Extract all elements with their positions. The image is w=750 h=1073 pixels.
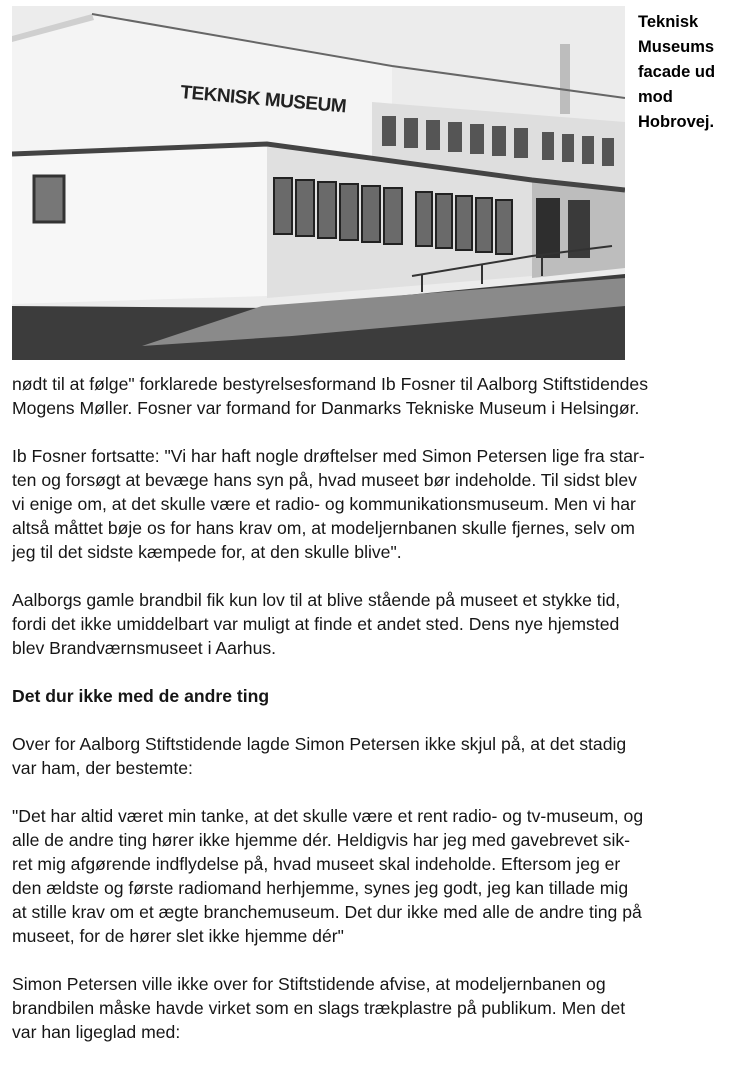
caption-line: mod bbox=[638, 88, 673, 106]
text-line: alle de andre ting hører ikke hjemme dér. Heldigvis har jeg med gavebrevet sik- bbox=[12, 830, 631, 850]
text-line: Ib Fosner fortsatte: "Vi har haft nogle drøftelser med Simon Petersen lige fra star- bbox=[12, 446, 645, 466]
facade-sign: TEKNISK MUSEUM bbox=[179, 82, 347, 118]
text-line: den ældste og første radiomand herhjemme, synes jeg godt, jeg kan tillade mig bbox=[12, 878, 629, 898]
text-line: Mogens Møller. Fosner var formand for Danmarks Tekniske Museum i Helsingør. bbox=[12, 398, 640, 418]
text-line: Aalborgs gamle brandbil fik kun lov til at blive stående på museet et stykke tid, bbox=[12, 590, 621, 610]
text-line: ret mig afgørende indflydelse på, hvad museet skal indeholde. Eftersom jeg er bbox=[12, 854, 621, 874]
paragraph bbox=[12, 972, 746, 1044]
caption-line: facade ud bbox=[638, 63, 716, 81]
caption-line: Hobrovej. bbox=[638, 113, 715, 131]
caption-line: Teknisk bbox=[638, 13, 699, 31]
text-line: nødt til at følge" forklarede bestyrelsesformand Ib Fosner til Aalborg Stiftstidendes bbox=[12, 374, 649, 394]
photo-caption bbox=[638, 10, 746, 135]
text-line: at stille krav om et ægte branchemuseum. Det dur ikke med alle de andre ting på bbox=[12, 902, 642, 922]
paragraph bbox=[12, 444, 746, 564]
text-line: var ham, der bestemte: bbox=[12, 758, 193, 778]
paragraph bbox=[12, 588, 746, 660]
text-line: fordi det ikke umiddelbart var muligt at finde et andet sted. Dens nye hjemsted bbox=[12, 614, 620, 634]
text-line: jeg til det sidste kæmpede for, at den skulle blive". bbox=[12, 542, 402, 562]
text-line: ten og forsøgt at bevæge hans syn på, hvad museet bør indeholde. Til sidst blev bbox=[12, 470, 637, 490]
article-body bbox=[12, 372, 746, 1044]
text-line: museet, for de hører slet ikke hjemme dér" bbox=[12, 926, 344, 946]
paragraph bbox=[12, 804, 746, 948]
section-heading: Det dur ikke med de andre ting bbox=[12, 686, 270, 706]
text-line: "Det har altid været min tanke, at det skulle være et rent radio- og tv-museum, og bbox=[12, 806, 644, 826]
paragraph bbox=[12, 372, 746, 420]
text-line: Simon Petersen ville ikke over for Stiftstidende afvise, at modeljernbanen og bbox=[12, 974, 606, 994]
paragraph bbox=[12, 732, 746, 780]
museum-facade-photo bbox=[12, 6, 625, 360]
text-line: altså måttet bøje os for hans krav om, at modeljernbanen skulle fjernes, selv om bbox=[12, 518, 635, 538]
text-line: var han ligeglad med: bbox=[12, 1022, 181, 1042]
text-line: brandbilen måske havde virket som en slags trækplastre på publikum. Men det bbox=[12, 998, 626, 1018]
text-line: vi enige om, at det skulle være et radio- og kommunikationsmuseum. Men vi har bbox=[12, 494, 636, 514]
caption-line: Museums bbox=[638, 38, 715, 56]
text-line: Over for Aalborg Stiftstidende lagde Simon Petersen ikke skjul på, at det stadig bbox=[12, 734, 627, 754]
text-line: blev Brandværnsmuseet i Aarhus. bbox=[12, 638, 277, 658]
